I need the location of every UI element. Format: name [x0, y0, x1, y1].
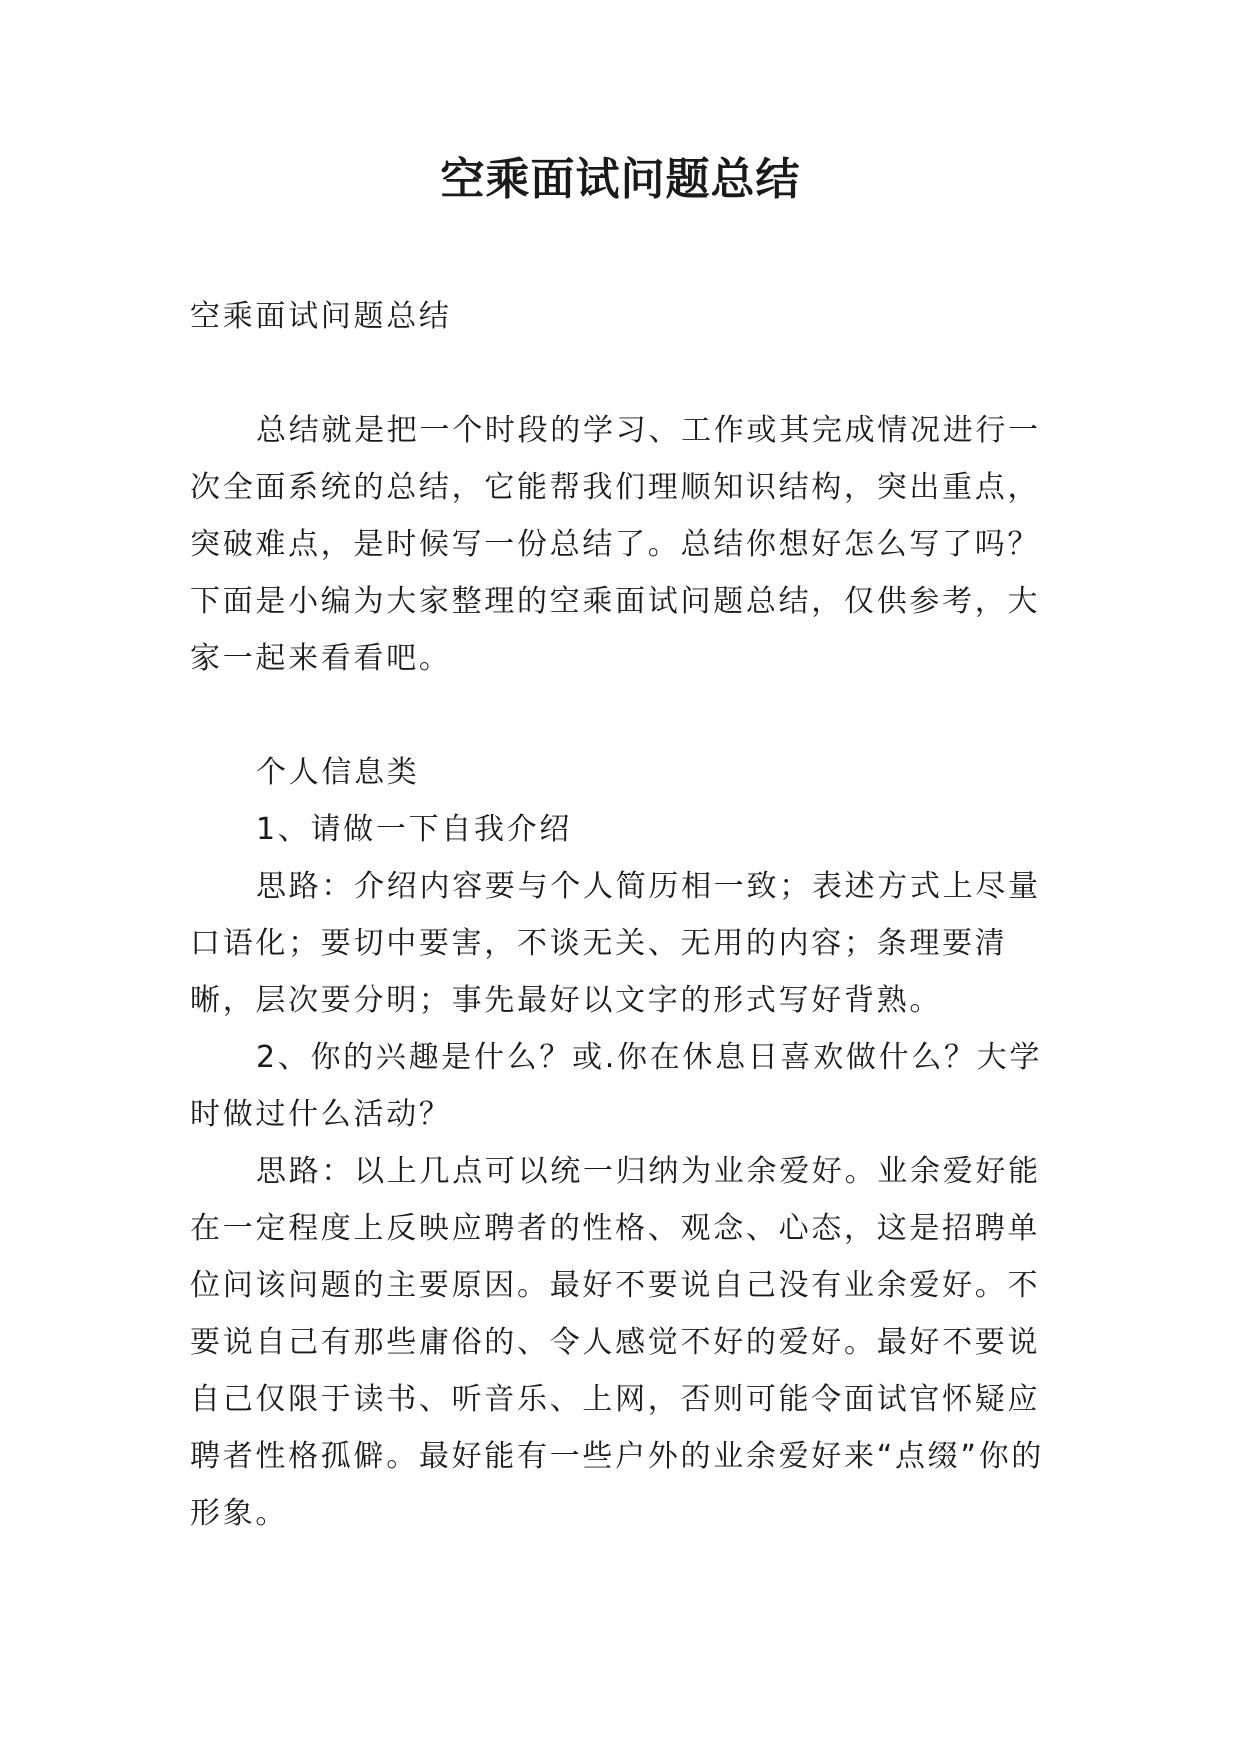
- section-heading: 个人信息类: [256, 755, 420, 790]
- answer-1: 思路：介绍内容要与个人简历相一致；表述方式上尽量口语化；要切中要害，不谈无关、无用的内容；条理要清晰，层次要分明；事先最好以文字的形式写好背熟。: [190, 869, 1041, 1018]
- document-body: [190, 288, 1056, 1542]
- question-2: 2、你的兴趣是什么？或.你在休息日喜欢做什么？大学时做过什么活动？: [190, 1040, 1043, 1132]
- intro-paragraph: 总结就是把一个时段的学习、工作或其完成情况进行一次全面系统的总结，它能帮我们理顺知识结构，突出重点，突破难点，是时候写一份总结了。总结你想好怎么写了吗？下面是小编为大家整理的空乘面试问题总结，仅供参考，大家一起来看看吧。: [190, 413, 1041, 676]
- answer-2: 思路：以上几点可以统一归纳为业余爱好。业余爱好能在一定程度上反映应聘者的性格、观念、心态，这是招聘单位问该问题的主要原因。最好不要说自己没有业余爱好。不要说自己有那些庸俗的、令人感觉不好的爱好。最好不要说自己仅限于读书、听音乐、上网，否则可能令面试官怀疑应聘者性格孤僻。最好能有一些户外的业余爱好来“点缀”你的形象。: [190, 1154, 1044, 1531]
- question-1: 1、请做一下自我介绍: [256, 812, 573, 847]
- document-subtitle: 空乘面试问题总结: [190, 299, 452, 334]
- document-title: 空乘面试问题总结: [440, 154, 801, 205]
